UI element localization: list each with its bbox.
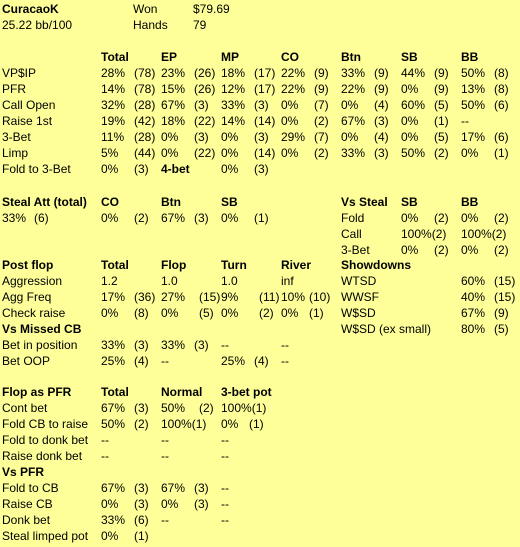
stat-value: 25% [221,354,246,368]
stat-count: (3) [254,130,269,144]
stat-value: 17% [101,290,126,304]
stat-value: 0% [221,162,239,176]
player-name: CuracaoK [2,2,59,16]
vs-steal-count: (2) [434,243,449,257]
stat-value: inf [281,274,294,288]
steal-count: (3) [194,211,209,225]
stat-value: 18% [221,66,246,80]
stat-count: (8) [134,306,149,320]
showdown-pct: 67% [461,306,486,320]
col-header-ep: EP [161,50,178,64]
stat-value: 100%(1) [221,401,267,415]
stat-count: (6) [494,130,509,144]
stat-count: (2) [134,417,149,431]
col-header-mp: MP [221,50,239,64]
stat-value: -- [161,513,169,527]
stat-value: 67% [341,114,366,128]
flop-pfr-header-3bet: 3-bet pot [221,385,272,399]
stat-value: 32% [101,98,126,112]
stat-value: -- [221,497,229,511]
stat-count: (3) [134,338,149,352]
stat-count: (78) [134,82,156,96]
row-label: Fold to donk bet [2,433,89,447]
stat-value: 4-bet [161,162,190,176]
stat-value: 67% [101,401,126,415]
stat-count: (8) [494,82,509,96]
col-header-bb: BB [461,50,479,64]
stat-value: 11% [101,130,125,144]
showdown-label: W$SD [341,306,376,320]
stat-count: (44) [134,146,156,160]
stat-value: 33% [221,98,246,112]
showdown-count: (9) [494,306,509,320]
stat-value: 22% [281,66,306,80]
stat-count: (78) [134,66,156,80]
stat-count: (4) [134,354,149,368]
stat-value: 67% [161,98,186,112]
stat-value: 0% [161,130,179,144]
stat-value: 0% [161,306,179,320]
stat-value: 0% [281,306,299,320]
stat-value: 14% [221,114,246,128]
stat-count: (3) [134,162,149,176]
row-label: Fold to CB [2,481,59,495]
stat-value: 0% [401,114,419,128]
stat-count: (14) [254,146,276,160]
showdown-count: (15) [494,274,516,288]
row-label: Limp [2,146,29,160]
stat-value: 50% [401,146,426,160]
showdown-label: W$SD (ex small) [341,322,432,336]
stat-count: (14) [254,114,276,128]
stat-count: (5) [434,98,449,112]
stat-count: (7) [314,98,329,112]
stat-count: (2) [199,401,214,415]
stat-value: 15% [161,82,186,96]
stat-value: -- [221,433,229,447]
stat-value: 33% [341,66,366,80]
showdown-pct: 80% [461,322,486,336]
vs-steal-count: (2) [494,211,509,225]
stat-count: (3) [194,481,209,495]
stat-count: (9) [374,82,389,96]
row-label: Raise CB [2,497,53,511]
stat-value: 0% [101,497,119,511]
stat-value: 0% [161,146,179,160]
flop-pfr-header-total: Total [101,385,129,399]
stat-value: 50% [161,401,186,415]
showdown-count: (15) [494,290,516,304]
stat-value: 18% [161,114,186,128]
stat-value: 28% [101,66,126,80]
postflop-header: Post flop [2,258,54,272]
row-label: VP$IP [2,66,37,80]
steal-value: 33% [2,211,27,225]
stat-value: 0% [221,146,239,160]
stat-count: (6) [494,98,509,112]
stat-count: (1) [249,417,264,431]
stat-value: 5% [101,146,119,160]
stat-value: -- [281,354,289,368]
stat-count: (42) [134,114,156,128]
won-label: Won [133,2,158,16]
stat-count: (10) [309,290,331,304]
stat-value: 0% [281,146,299,160]
stat-value: 67% [101,481,126,495]
stat-value: 23% [161,66,186,80]
stat-count: (3) [134,481,149,495]
stat-value: 50% [101,417,126,431]
hands-label: Hands [133,18,168,32]
stat-value: 22% [341,82,366,96]
stat-value: -- [161,449,169,463]
stat-value: 0% [221,130,239,144]
steal-header-btn: Btn [161,195,181,209]
stat-count: (17) [254,66,276,80]
stat-value: 1.0 [161,274,178,288]
postflop-header-river: River [281,258,312,272]
showdowns-header: Showdowns [341,258,411,272]
stat-count: (22) [194,114,216,128]
postflop-header-turn: Turn [221,258,247,272]
stat-value: 0% [341,98,359,112]
vs-steal-count: (2) [494,243,509,257]
stat-count: (15) [199,290,221,304]
col-header-btn: Btn [341,50,361,64]
row-label: Raise donk bet [2,449,83,463]
vs-steal-value: 0% [461,211,479,225]
stat-value: 100%(1) [161,417,207,431]
stat-value: 25% [101,354,126,368]
stat-count: (7) [314,130,329,144]
steal-count: (6) [34,211,49,225]
won-value: $79.69 [193,2,230,16]
stat-count: (3) [134,401,149,415]
stat-value: 0% [221,306,239,320]
row-label: Bet OOP [2,354,51,368]
showdown-pct: 40% [461,290,486,304]
stat-count: (3) [254,162,269,176]
steal-value: 0% [221,211,239,225]
showdown-label: WTSD [341,274,377,288]
stat-value: -- [281,338,289,352]
stat-count: (6) [134,513,149,527]
stat-count: (3) [134,497,149,511]
stat-value: 67% [161,481,186,495]
stat-value: 22% [281,82,306,96]
flop-pfr-header: Flop as PFR [2,385,72,399]
row-label: 3-Bet [2,130,31,144]
row-label: Bet in position [2,338,78,352]
steal-header-co: CO [101,195,119,209]
vs-steal-value: 100%(2) [461,227,507,241]
stat-value: 9% [221,290,239,304]
missed-cb-header: Vs Missed CB [2,322,82,336]
stat-value: 0% [101,306,119,320]
stat-value: 27% [161,290,186,304]
row-label: Cont bet [2,401,48,415]
stat-count: (4) [374,98,389,112]
stat-value: 0% [281,98,299,112]
vs-steal-value: 0% [461,243,479,257]
stat-count: (9) [434,66,449,80]
row-label: Aggression [2,274,63,288]
stat-value: -- [221,449,229,463]
steal-value: 0% [101,211,119,225]
stat-count: (3) [194,98,209,112]
stat-value: -- [101,433,109,447]
flop-pfr-header-normal: Normal [161,385,203,399]
col-header-sb: SB [401,50,418,64]
showdown-pct: 60% [461,274,486,288]
row-label: Call Open [2,98,56,112]
steal-att-header: Steal Att (total) [2,195,87,209]
stat-count: (1) [434,114,449,128]
vs-steal-header-sb: SB [401,195,418,209]
stat-count: (2) [259,306,274,320]
row-label: Fold CB to raise [2,417,89,431]
postflop-header-total: Total [101,258,129,272]
stat-count: (3) [374,114,389,128]
stat-count: (26) [194,66,216,80]
steal-count: (1) [254,211,269,225]
stat-count: (28) [134,98,156,112]
stat-count: (5) [434,130,449,144]
stat-count: (9) [374,66,389,80]
stat-value: -- [221,338,229,352]
stat-value: 12% [221,82,246,96]
vs-steal-row-label: 3-Bet [341,243,370,257]
showdown-label: WWSF [341,290,379,304]
stat-value: 0% [221,417,239,431]
stat-count: (3) [194,497,209,511]
stat-count: (1) [134,529,149,543]
stat-count: (28) [134,130,156,144]
stat-value: 17% [461,130,486,144]
row-label: Fold to 3-Bet [2,162,71,176]
col-header-co: CO [281,50,299,64]
stat-count: (3) [194,130,209,144]
stat-value: 0% [401,82,419,96]
bb-per-100: 25.22 bb/100 [2,18,73,32]
stat-count: (17) [254,82,276,96]
stat-count: (2) [314,114,329,128]
hands-value: 79 [193,18,207,32]
postflop-header-flop: Flop [161,258,187,272]
steal-header-sb: SB [221,195,238,209]
vs-steal-value: 0% [401,243,419,257]
stat-count: (22) [194,146,216,160]
stat-value: 1.0 [221,274,238,288]
stat-value: 44% [401,66,426,80]
stat-value: -- [161,354,169,368]
stat-count: (11) [259,290,280,304]
vs-steal-header: Vs Steal [341,195,388,209]
stat-value: 33% [101,338,126,352]
stat-value: 0% [161,497,179,511]
stat-value: 0% [341,130,359,144]
vs-steal-value: 0% [401,211,419,225]
stat-count: (1) [309,306,324,320]
stat-count: (9) [314,82,329,96]
stat-value: 0% [101,162,119,176]
vs-steal-value: 100%(2) [401,227,447,241]
stat-count: (4) [254,354,269,368]
stat-value: 1.2 [101,274,118,288]
stat-value: 33% [101,513,126,527]
row-label: Raise 1st [2,114,53,128]
stat-value: 50% [461,98,486,112]
stat-count: (9) [434,82,449,96]
stat-value: 60% [401,98,426,112]
vs-steal-row-label: Call [341,227,362,241]
stat-value: 10% [281,290,306,304]
stat-value: -- [461,114,469,128]
stat-value: -- [221,513,229,527]
vs-steal-row-label: Fold [341,211,365,225]
stat-value: 0% [461,146,479,160]
stat-count: (4) [374,130,389,144]
row-label: Donk bet [2,513,51,527]
stat-count: (36) [134,290,156,304]
stat-value: 50% [461,66,486,80]
vs-steal-count: (2) [434,211,449,225]
stat-value: 19% [101,114,126,128]
vs-pfr-header: Vs PFR [2,465,45,479]
stat-value: -- [101,449,109,463]
steal-count: (2) [134,211,149,225]
stat-value: 0% [101,529,119,543]
stat-value: 29% [281,130,306,144]
col-header-total: Total [101,50,129,64]
stat-value: 33% [341,146,366,160]
row-label: Steal limped pot [2,529,89,543]
row-label: Agg Freq [2,290,52,304]
stat-value: -- [161,433,169,447]
stat-count: (9) [314,66,329,80]
stat-count: (2) [314,146,329,160]
stat-value: 13% [461,82,486,96]
stat-value: 14% [101,82,126,96]
stat-count: (2) [434,146,449,160]
stat-count: (3) [194,338,209,352]
steal-value: 67% [161,211,186,225]
stat-count: (3) [254,98,269,112]
row-label: PFR [2,82,26,96]
stat-count: (8) [494,66,509,80]
stat-value: 33% [161,338,186,352]
stat-value: 0% [401,130,419,144]
row-label: Check raise [2,306,66,320]
stat-count: (1) [494,146,509,160]
stat-count: (26) [194,82,216,96]
stat-value: -- [221,481,229,495]
stat-count: (5) [199,306,214,320]
showdown-count: (5) [494,322,509,336]
stat-value: 0% [281,114,299,128]
vs-steal-header-bb: BB [461,195,479,209]
stat-count: (3) [374,146,389,160]
